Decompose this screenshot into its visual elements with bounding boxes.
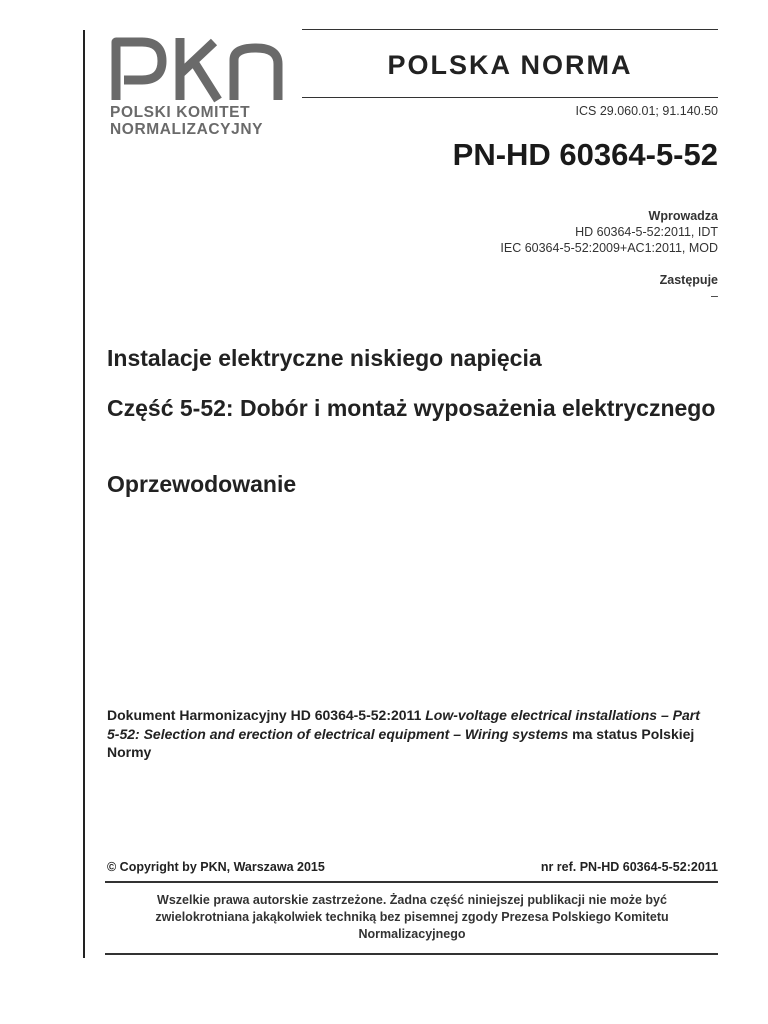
logo-text-line2: NORMALIZACYJNY [110,121,264,138]
introduces-label: Wprowadza [648,209,718,223]
replaces-value: – [711,289,718,303]
copyright-rule [105,881,718,883]
rights-line: Wszelkie prawa autorskie zastrzeżone. Żadna część niniejszej publikacji nie może być [157,893,667,907]
pkn-logo-mark [110,34,286,104]
rights-line: Normalizacyjnego [358,927,466,941]
reference-number: nr ref. PN-HD 60364-5-52:2011 [540,860,718,874]
pkn-logo [110,34,288,138]
introduces-item: HD 60364-5-52:2011, IDT [575,225,718,239]
copyright-notice: © Copyright by PKN, Warszawa 2015 [107,860,325,874]
document-title-part: Część 5-52: Dobór i montaż wyposażenia elektrycznego [107,395,716,421]
rights-statement [112,892,712,943]
harmonization-suffix: ma status Polskiej Normy [107,725,695,760]
header-top-rule [302,29,718,30]
left-margin-rule [83,30,85,958]
rights-line: zwielokrotniana jakąkolwiek techniką bez pisemnej zgody Prezesa Polskiego Komitetu [155,910,669,924]
document-type-heading: POLSKA NORMA [387,50,633,80]
ics-code: ICS 29.060.01; 91.140.50 [575,104,718,118]
standard-number: PN-HD 60364-5-52 [452,137,718,172]
bottom-rule [105,953,718,955]
introduces-item: IEC 60364-5-52:2009+AC1:2011, MOD [500,241,718,255]
header-bottom-rule [302,97,718,98]
introduces-block [500,208,718,256]
document-title-main: Instalacje elektryczne niskiego napięcia [107,345,542,371]
replaces-label: Zastępuje [659,273,718,287]
harmonization-english-title: Low-voltage electrical installations – Part 5-52: Selection and erection of electrical equipment – Wiring systems [107,707,700,742]
replaces-block [660,272,718,304]
document-title-subject: Oprzewodowanie [107,471,297,497]
harmonization-prefix: Dokument Harmonizacyjny HD 60364-5-52:2011 [107,707,426,723]
harmonization-statement [107,706,707,762]
logo-text-line1: POLSKI KOMITET [110,104,251,121]
